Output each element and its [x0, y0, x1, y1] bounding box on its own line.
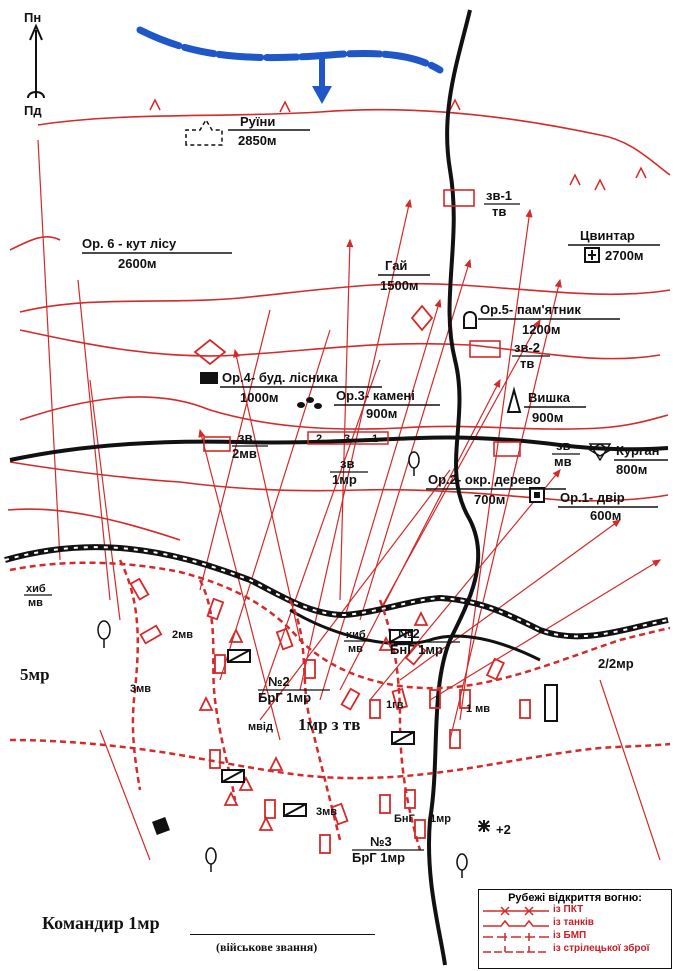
or4-marker	[200, 372, 218, 384]
position-1: 1	[372, 433, 379, 445]
star-icon	[478, 820, 490, 832]
legend-row-small-arms	[479, 943, 671, 956]
zv2mv-top: зв	[238, 430, 253, 445]
group-2a-unit: БнГ 1мр	[390, 642, 443, 657]
group-3-unit: БрГ 1мр	[352, 850, 406, 865]
ruins-icon	[186, 120, 222, 145]
or2-name: Ор.2- окр. дерево	[428, 472, 541, 487]
or3-dist: 900м	[366, 406, 398, 421]
position-2: 2	[316, 433, 323, 445]
zv2-marker	[470, 341, 500, 357]
position-box	[308, 432, 388, 445]
or6-name: Ор. 6 - кут лісу	[82, 236, 177, 251]
legend-row-bmp	[479, 930, 671, 943]
unit-mr-b: 1мр	[430, 813, 451, 825]
legend-bmp-label: із БМП	[553, 930, 587, 941]
stones-icon	[297, 397, 322, 409]
zv2mv-bottom: 2мв	[232, 446, 257, 461]
unit-5mr: 5мр	[20, 665, 50, 684]
grove-dist: 1500м	[380, 278, 419, 293]
legend-small-arms-symbol	[483, 945, 549, 955]
legend-row-pkt	[479, 904, 671, 917]
monument-icon	[464, 312, 476, 328]
or5-dist: 1200м	[522, 322, 561, 337]
tower-icon	[508, 390, 520, 412]
ruins-dist: 2850м	[238, 133, 277, 148]
legend-pkt-symbol	[483, 906, 549, 916]
or3-name: Ор.3- камені	[336, 388, 415, 403]
or1-name: Ор.1- двір	[560, 490, 625, 505]
zv1mr-top: зв	[340, 456, 355, 471]
tower-name: Вишка	[528, 390, 570, 405]
group-2a-num: №2	[398, 626, 420, 641]
position-3: 3	[344, 433, 351, 445]
unit-bng-b: БнГ	[394, 813, 415, 825]
north-label: Пн	[24, 10, 42, 25]
khibmv2-bottom: мв	[348, 643, 363, 655]
legend-pkt-label: із ПКТ	[553, 904, 584, 915]
ruins-name: Руїни	[240, 114, 276, 129]
unit-plus2: +2	[496, 822, 511, 837]
unit-1mr-tv: 1мр з тв	[298, 715, 361, 734]
group-2b-unit: БрГ 1мр	[258, 690, 312, 705]
fraction-labels	[24, 188, 580, 655]
unit-mvid: мвід	[248, 721, 273, 733]
landmark-labels	[82, 114, 668, 523]
river-line	[140, 30, 440, 70]
zv1-bottom: тв	[492, 204, 507, 219]
unit-2mv: 2мв	[172, 629, 194, 641]
south-label: Пд	[24, 103, 42, 118]
khibmv-top: хиб	[26, 583, 46, 595]
unit-3mv: 3мв	[316, 806, 338, 818]
legend-title: Рубежі відкриття вогню:	[508, 892, 642, 904]
zv2mv-marker	[204, 437, 230, 451]
or2-dist: 700м	[474, 492, 506, 507]
khibmv-bottom: мв	[28, 597, 43, 609]
commander-label: Командир 1мр	[42, 913, 160, 933]
or1-dist: 600м	[590, 508, 622, 523]
or5-name: Ор.5- пам'ятник	[480, 302, 581, 317]
commander-signature-line	[190, 934, 375, 935]
roads	[10, 10, 668, 965]
unit-3mv-left: 3мв	[130, 683, 152, 695]
mound-name: Курган	[616, 443, 660, 458]
legend-tanks-symbol	[483, 919, 549, 929]
zv2-bottom: тв	[520, 356, 535, 371]
zv1mr-bottom: 1мр	[332, 472, 357, 487]
zv1-marker	[444, 190, 474, 206]
north-arrow	[24, 10, 44, 118]
zvmv-bottom: мв	[554, 454, 572, 469]
cemetery-dist: 2700м	[605, 248, 644, 263]
river-arrowhead	[312, 86, 332, 104]
group-3-num: №3	[370, 834, 392, 849]
tower-dist: 900м	[532, 410, 564, 425]
zv1-top: зв-1	[486, 188, 513, 203]
legend-bmp-symbol	[483, 932, 549, 942]
legend-small-arms-label: із стрілецької зброї	[553, 943, 650, 954]
legend-row-tanks	[479, 917, 671, 930]
mound-dist: 800м	[616, 462, 648, 477]
grove-name: Гай	[385, 258, 408, 273]
legend-tanks-label: із танків	[553, 917, 594, 928]
defense-lines	[10, 560, 670, 850]
or4-dist: 1000м	[240, 390, 279, 405]
yard-icon-inner	[534, 492, 540, 498]
tick-marks	[150, 100, 646, 190]
group-2b-num: №2	[268, 674, 290, 689]
commander-rank-caption: (військове звання)	[216, 940, 318, 954]
or4-name: Ор.4- буд. лісника	[222, 370, 338, 385]
zvmv-top: зв	[556, 438, 571, 453]
unit-1gv: 1гв	[386, 699, 404, 711]
unit-2-2mr: 2/2мр	[598, 656, 634, 671]
legend	[478, 889, 672, 969]
or6-dist: 2600м	[118, 256, 157, 271]
cemetery-name: Цвинтар	[580, 228, 635, 243]
unit-1mv: 1 мв	[466, 703, 491, 715]
zv2-top: зв-2	[514, 340, 541, 355]
khibmv2-top: хиб	[346, 629, 366, 641]
